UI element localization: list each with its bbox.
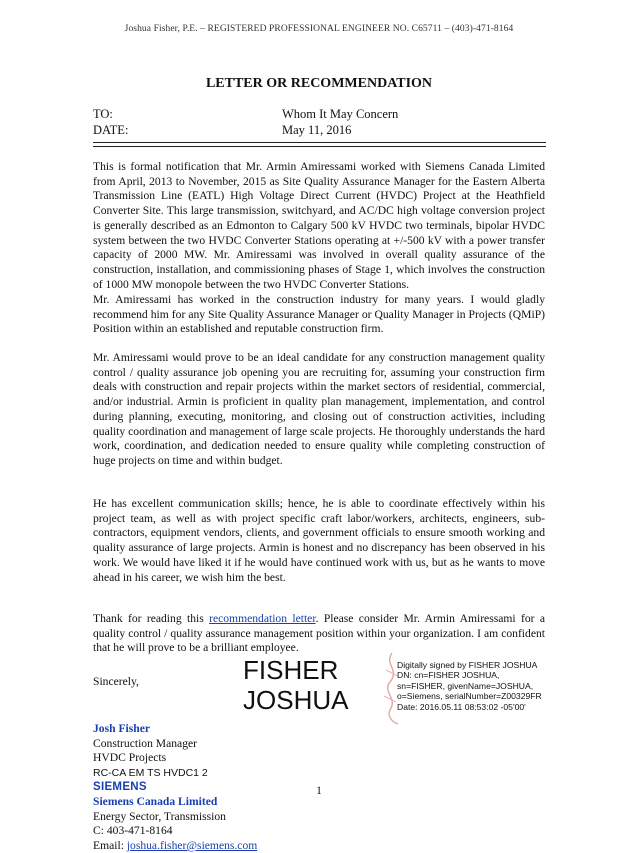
signer-name: Josh Fisher [93,722,151,735]
page-header: Joshua Fisher, P.E. – REGISTERED PROFESSIONAL ENGINEER NO. C65711 – (403)-471-8164 [124,24,514,34]
to-label: TO: [93,107,113,121]
paragraph-1: This is formal notification that Mr. Armin Amiressami worked with Siemens Canada Limited from April, 2013 to November, 2015 as Site Quality Assurance Manager for the Eastern Alberta Transmission Line (EATL) High Voltage Direct Current (HVDC) Project at the Heathfield Converter Site. This large transmission, switchyard, and AC/DC high voltage conversion project is generally described as an Edmonton to Calgary 500 kV HVDC two terminals, bipolar HVDC system between the two HVDC Converter Stations operating at +/-500 kV with a power transfer capacity of 2000 MW. Mr. Amiressami was involved in overall quality assurance of the construction, installation, and commissioning phases of Stage 1, which involves the construction of 1000 MW monopole between the two HVDC Converter Stations. [93,160,545,291]
signer-code: RC-CA EM TS HVDC1 2 [93,766,208,779]
digital-signature-name [243,655,348,715]
company-name: Siemens Canada Limited [93,794,218,808]
to-value: Whom It May Concern [282,107,399,121]
email-line [93,839,273,853]
email-label: Email: [93,838,127,852]
digital-signature-line2: JOSHUA [243,685,349,715]
phone: C: 403-471-8164 [93,824,173,838]
email-link[interactable]: joshua.fisher@siemens.com [126,838,258,852]
digital-signature-detail: Digitally signed by FISHER JOSHUA [397,660,538,670]
siemens-logo: SIEMENS [93,781,147,794]
digital-signature-detail: sn=FISHER, givenName=JOSHUA, [397,680,534,691]
paragraph-5-intro: Thank for reading this [93,612,210,625]
divider-top [93,142,546,143]
divider-bottom [93,146,546,147]
recommendation-letter-link[interactable]: recommendation letter [209,612,316,625]
digital-signature-detail: o=Siemens, serialNumber=Z00329FR [397,691,542,702]
signer-title: Construction Manager [93,736,197,750]
signer-dept: HVDC Projects [93,751,167,765]
paragraph-2: Mr. Amiressami has worked in the construction industry for many years. I would gladly recommend him for any Site Quality Assurance Manager or Quality Manager in Projects (QMiP) Position within an established and reputable construction firm. [93,293,545,336]
digital-signature-detail: Date: 2016.05.11 08:53:02 -05'00' [397,701,526,712]
closing: Sincerely, [93,675,139,688]
page-number: 1 [316,785,322,797]
digital-signature-line1: FISHER [243,655,339,685]
digital-signature-details [397,660,542,712]
paragraph-5-rest: . Please consider Mr. Armin Amiressami for a quality control / quality assurance management position within your organization. I am confident that he will prove to be a brilliant employee. [93,612,545,655]
letter-title: LETTER OR RECOMMENDATION [205,76,433,91]
paragraph-4: He has excellent communication skills; hence, he is able to coordinate effectively within his project team, as well as with project specific craft labor/workers, architects, engineers, sub-contractors, equipment vendors, clients, and government officials to ensure smooth working and quality assurance of large projects. Armin is honest and no discrepancy has been observed in his work. We would have liked it if he would have continued work with us, but as he wants to move ahead in his career, we wish him the best. [93,497,545,584]
digital-signature-detail: DN: cn=FISHER JOSHUA, [397,670,500,681]
date-label: DATE: [93,123,129,137]
paragraph-3: Mr. Amiressami would prove to be an ideal candidate for any construction management quality control / quality assurance job opening you are recruiting for, assuming your construction firm deals with construction and repair projects within the market sectors of residential, commercial, and/or industrial. Armin is proficient in quality plan management, implementation, and control during planning, executing, monitoring, and closing out of construction activities, including quality coordination and management of large scale projects. He thoroughly understands the hard work, coordination, and dedication needed to ensure quality while completing construction of huge projects on time and within budget. [93,351,545,467]
paragraph-5 [93,612,545,656]
date-value: May 11, 2016 [282,123,352,137]
division: Energy Sector, Transmission [93,809,226,823]
